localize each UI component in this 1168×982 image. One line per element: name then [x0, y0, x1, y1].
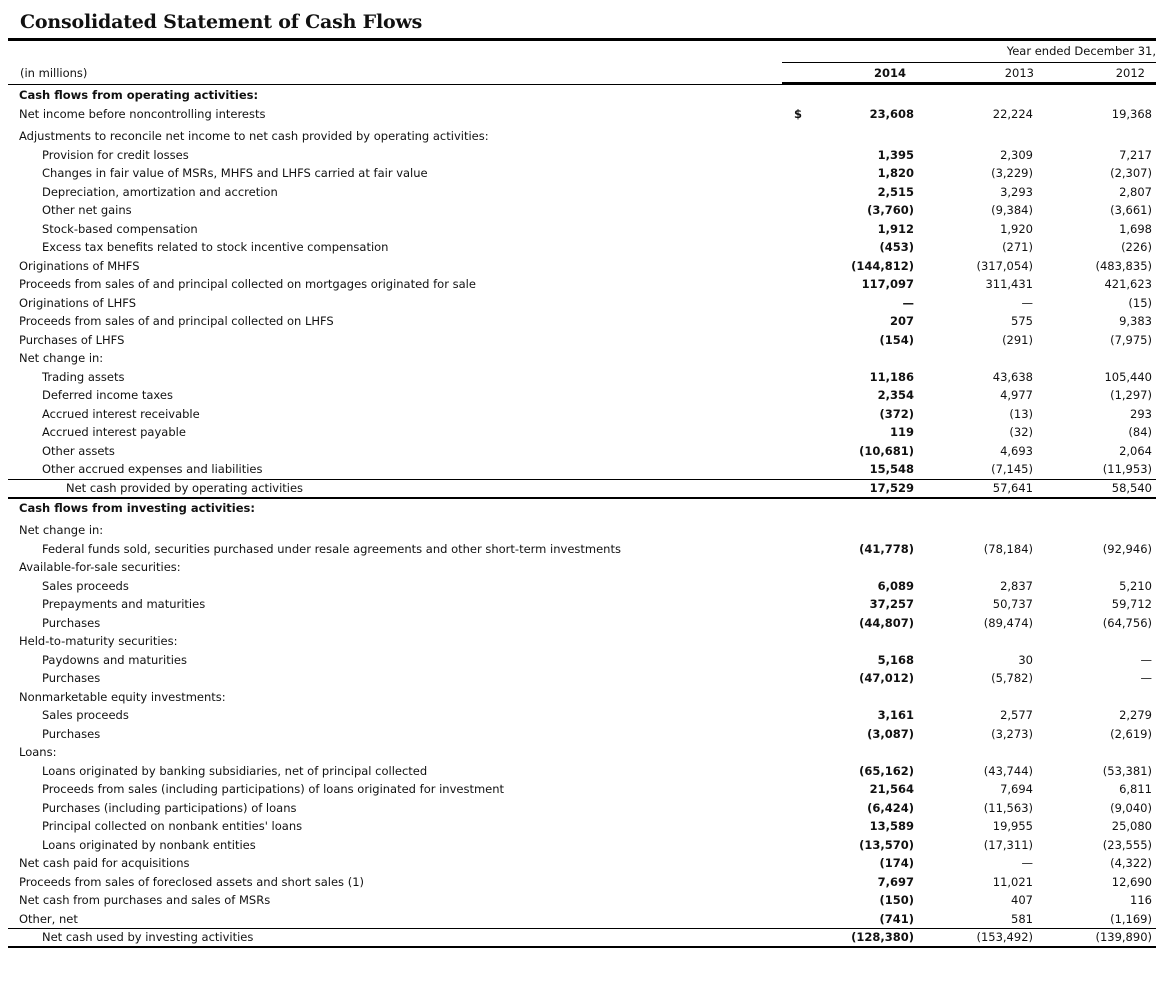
table-row: [8, 294, 1156, 313]
value-2014: (154): [879, 332, 914, 347]
year-2012-header: 2012: [1115, 66, 1145, 80]
row-label: Originations of MHFS: [19, 258, 140, 273]
table-row: [8, 873, 1156, 892]
year-2013-header: 2013: [1004, 66, 1034, 80]
value-2013: (43,744): [983, 763, 1033, 778]
table-row: [8, 854, 1156, 873]
value-2014: (6,424): [867, 800, 914, 815]
value-2014: (174): [879, 856, 914, 870]
value-2012: (226): [1121, 240, 1152, 254]
value-2012: 116: [1130, 893, 1152, 907]
row-label: Sales proceeds: [42, 578, 129, 593]
units-label: (in millions): [20, 66, 88, 80]
value-2013: 7,694: [1000, 782, 1033, 796]
row-label: Trading assets: [42, 369, 125, 384]
row-label: Other, net: [19, 911, 78, 926]
value-2013: 581: [1011, 911, 1033, 926]
value-2014: 1,820: [877, 166, 914, 180]
value-2012: (3,661): [1110, 203, 1152, 217]
table-row: [8, 669, 1156, 688]
value-2014: (3,760): [867, 203, 914, 217]
value-2014: 15,548: [869, 462, 914, 476]
value-2012: 6,811: [1119, 782, 1152, 796]
row-label: Purchases: [42, 615, 101, 630]
row-label: Loans originated by nonbank entities: [42, 837, 256, 852]
table-row: [8, 275, 1156, 294]
row-label: Other assets: [42, 443, 115, 458]
value-2013: (9,384): [991, 203, 1033, 217]
table-row: [8, 460, 1156, 479]
value-2012: —: [1140, 671, 1152, 685]
value-2013: 4,693: [1000, 443, 1033, 458]
value-2012: (53,381): [1102, 763, 1152, 778]
value-2013: (291): [1002, 332, 1033, 347]
table-row: [8, 743, 1156, 762]
value-2013: 11,021: [992, 874, 1033, 889]
row-label: Excess tax benefits related to stock incentive compensation: [42, 240, 389, 254]
value-2012: (4,322): [1110, 856, 1152, 870]
table-row: [8, 386, 1156, 405]
value-2014: 37,257: [869, 597, 914, 611]
table-row: [8, 688, 1156, 707]
row-label: Purchases: [42, 726, 101, 741]
row-label: Purchases of LHFS: [19, 332, 125, 347]
value-2012: 19,368: [1111, 106, 1152, 121]
value-2013: —: [1021, 295, 1033, 310]
row-label: Other net gains: [42, 203, 132, 217]
value-2012: (84): [1128, 425, 1152, 439]
value-2012: (139,890): [1095, 930, 1152, 944]
value-2013: (3,229): [991, 166, 1033, 180]
value-2013: 30: [1018, 652, 1033, 667]
value-2014: (150): [879, 893, 914, 907]
table-row: [8, 257, 1156, 276]
value-2013: 407: [1011, 893, 1033, 907]
row-label: Net cash paid for acquisitions: [19, 856, 190, 870]
row-label: Proceeds from sales of foreclosed assets and short sales (1): [19, 874, 364, 889]
table-row: [8, 368, 1156, 387]
value-2012: 58,540: [1111, 480, 1152, 495]
value-2012: 2,807: [1119, 184, 1152, 199]
value-2013: (3,273): [991, 726, 1033, 741]
value-2012: (64,756): [1102, 615, 1152, 630]
table-row: [8, 836, 1156, 855]
page-title: Consolidated Statement of Cash Flows: [20, 11, 423, 33]
table-row: [8, 558, 1156, 577]
value-2012: (23,555): [1102, 837, 1152, 852]
value-2013: (32): [1009, 425, 1033, 439]
table-row: [8, 817, 1156, 836]
table-row: [8, 442, 1156, 461]
value-2014: 2,515: [877, 184, 914, 199]
value-2012: (1,297): [1110, 388, 1152, 402]
value-2014: 13,589: [869, 819, 914, 833]
value-2012: 12,690: [1111, 874, 1152, 889]
row-label: Cash flows from investing activities:: [19, 500, 255, 515]
table-row: [8, 127, 1156, 146]
value-2014: 1,912: [877, 221, 914, 236]
table-row: [8, 312, 1156, 331]
value-2013: 2,837: [1000, 578, 1033, 593]
value-2013: 2,309: [1000, 147, 1033, 162]
row-label: Proceeds from sales (including participations) of loans originated for investment: [42, 782, 505, 796]
value-2012: (2,619): [1110, 726, 1152, 741]
value-2013: (13): [1009, 406, 1033, 421]
table-row: [8, 632, 1156, 651]
table-row: [8, 405, 1156, 424]
value-2013: (271): [1002, 240, 1033, 254]
table-row: [8, 146, 1156, 165]
row-label: Available-for-sale securities:: [19, 560, 181, 574]
value-2014: 119: [889, 425, 914, 439]
title-rule: [8, 38, 1156, 41]
year-ended-header: Year ended December 31,: [1006, 44, 1156, 58]
row-label: Purchases: [42, 671, 101, 685]
row-label: Net cash used by investing activities: [42, 930, 254, 944]
row-label: Depreciation, amortization and accretion: [42, 184, 278, 199]
value-2014: (13,570): [859, 837, 914, 852]
row-label: Net change in:: [19, 523, 104, 537]
table-row: [8, 577, 1156, 596]
value-2013: 22,224: [992, 106, 1033, 121]
value-2013: 50,737: [992, 597, 1033, 611]
value-2012: (11,953): [1102, 462, 1152, 476]
row-label: Paydowns and maturities: [42, 652, 187, 667]
table-row: [8, 423, 1156, 442]
table-row: [8, 183, 1156, 202]
row-label: Adjustments to reconcile net income to net cash provided by operating activities:: [19, 129, 489, 143]
table-row: [8, 706, 1156, 725]
value-2012: 1,698: [1119, 221, 1152, 236]
row-label: Federal funds sold, securities purchased under resale agreements and other short-term investments: [42, 541, 621, 556]
value-2013: (153,492): [976, 930, 1033, 944]
value-2013: 3,293: [1000, 184, 1033, 199]
value-2013: (317,054): [976, 258, 1033, 273]
value-2014: 5,168: [877, 652, 914, 667]
value-2012: 5,210: [1119, 578, 1152, 593]
value-2013: 19,955: [992, 819, 1033, 833]
value-2013: 1,920: [1000, 221, 1033, 236]
table-row: [8, 651, 1156, 670]
value-2014: (65,162): [859, 763, 914, 778]
table-row: [8, 762, 1156, 781]
value-2013: (11,563): [983, 800, 1033, 815]
row-label: Deferred income taxes: [42, 388, 173, 402]
row-label: Accrued interest payable: [42, 425, 186, 439]
value-2012: 421,623: [1104, 277, 1152, 291]
value-2014: —: [902, 295, 914, 310]
row-label: Proceeds from sales of and principal collected on mortgages originated for sale: [19, 277, 476, 291]
value-2014: 2,354: [877, 388, 914, 402]
value-2012: 9,383: [1119, 314, 1152, 328]
table-row: [8, 780, 1156, 799]
value-2013: 575: [1011, 314, 1033, 328]
value-2014: (144,812): [851, 258, 914, 273]
value-2013: (5,782): [991, 671, 1033, 685]
value-2013: 43,638: [992, 369, 1033, 384]
table-row: [8, 201, 1156, 220]
table-row: [8, 105, 1156, 124]
table-row: [8, 891, 1156, 910]
value-2013: (7,145): [991, 462, 1033, 476]
value-2012: (15): [1128, 295, 1152, 310]
table-row: [8, 614, 1156, 633]
row-label: Net cash provided by operating activities: [66, 480, 304, 495]
value-2012: —: [1140, 652, 1152, 667]
value-2013: 4,977: [1000, 388, 1033, 402]
row-label: Accrued interest receivable: [42, 406, 200, 421]
value-2012: 2,279: [1119, 708, 1152, 722]
table-row: [8, 799, 1156, 818]
value-2012: (7,975): [1110, 332, 1152, 347]
total-row: [8, 928, 1156, 948]
value-2012: (92,946): [1102, 541, 1152, 556]
value-2014: (372): [879, 406, 914, 421]
value-2014: 3,161: [877, 708, 914, 722]
table-row: [8, 540, 1156, 559]
value-2012: 25,080: [1111, 819, 1152, 833]
value-2014: (44,807): [859, 615, 914, 630]
value-2013: 2,577: [1000, 708, 1033, 722]
value-2014: (128,380): [851, 930, 914, 944]
row-label: Changes in fair value of MSRs, MHFS and LHFS carried at fair value: [42, 166, 428, 180]
row-label: Loans:: [19, 745, 57, 759]
value-2014: 6,089: [877, 578, 914, 593]
year-2014-header: 2014: [873, 66, 906, 80]
row-label: Proceeds from sales of and principal collected on LHFS: [19, 314, 334, 328]
value-2012: (2,307): [1110, 166, 1152, 180]
table-row: [8, 595, 1156, 614]
value-2012: 105,440: [1104, 369, 1152, 384]
table-row: [8, 725, 1156, 744]
value-2014: (41,778): [859, 541, 914, 556]
value-2014: 1,395: [877, 147, 914, 162]
value-2014: 23,608: [869, 106, 914, 121]
value-2013: (89,474): [983, 615, 1033, 630]
value-2014: 7,697: [877, 874, 914, 889]
section-header-row: [8, 86, 1156, 105]
row-label: Purchases (including participations) of loans: [42, 800, 297, 815]
header-rule-thick: [782, 82, 1156, 84]
value-2013: 57,641: [992, 480, 1033, 495]
header-rule: [8, 84, 1156, 85]
value-2014: (3,087): [867, 726, 914, 741]
value-2014: 21,564: [869, 782, 914, 796]
cash-flow-table: [8, 86, 1156, 948]
value-2013: 311,431: [985, 277, 1033, 291]
value-2014: 17,529: [869, 480, 914, 495]
row-label: Net income before noncontrolling interests: [19, 106, 266, 121]
row-label: Other accrued expenses and liabilities: [42, 462, 263, 476]
value-2012: 293: [1130, 406, 1152, 421]
value-2012: 59,712: [1111, 597, 1152, 611]
row-label: Prepayments and maturities: [42, 597, 206, 611]
row-label: Principal collected on nonbank entities' loans: [42, 819, 303, 833]
row-label: Originations of LHFS: [19, 295, 136, 310]
row-label: Cash flows from operating activities:: [19, 88, 259, 102]
section-header-row: [8, 499, 1156, 518]
table-row: [8, 164, 1156, 183]
value-2013: —: [1021, 856, 1033, 870]
value-2014: 207: [889, 314, 914, 328]
value-2012: (9,040): [1110, 800, 1152, 815]
value-2012: (1,169): [1110, 911, 1152, 926]
total-row: [8, 479, 1156, 499]
row-label: Held-to-maturity securities:: [19, 634, 178, 648]
value-2014: (741): [879, 911, 914, 926]
value-2014: (10,681): [859, 443, 914, 458]
row-label: Net change in:: [19, 351, 104, 365]
value-2013: (78,184): [983, 541, 1033, 556]
table-row: [8, 521, 1156, 540]
currency-symbol: $: [794, 106, 803, 121]
value-2012: 7,217: [1119, 147, 1152, 162]
table-row: [8, 349, 1156, 368]
row-label: Net cash from purchases and sales of MSRs: [19, 893, 271, 907]
row-label: Nonmarketable equity investments:: [19, 689, 226, 704]
value-2014: 117,097: [861, 277, 914, 291]
value-2014: (453): [879, 240, 914, 254]
row-label: Stock-based compensation: [42, 221, 198, 236]
table-row: [8, 910, 1156, 929]
value-2012: 2,064: [1119, 443, 1152, 458]
table-row: [8, 220, 1156, 239]
table-row: [8, 238, 1156, 257]
year-header-rule: [782, 62, 1156, 63]
value-2013: (17,311): [983, 837, 1033, 852]
value-2014: (47,012): [859, 671, 914, 685]
row-label: Sales proceeds: [42, 708, 129, 722]
row-label: Loans originated by banking subsidiaries, net of principal collected: [42, 763, 428, 778]
row-label: Provision for credit losses: [42, 147, 189, 162]
value-2012: (483,835): [1095, 258, 1152, 273]
value-2014: 11,186: [869, 369, 914, 384]
table-row: [8, 331, 1156, 350]
